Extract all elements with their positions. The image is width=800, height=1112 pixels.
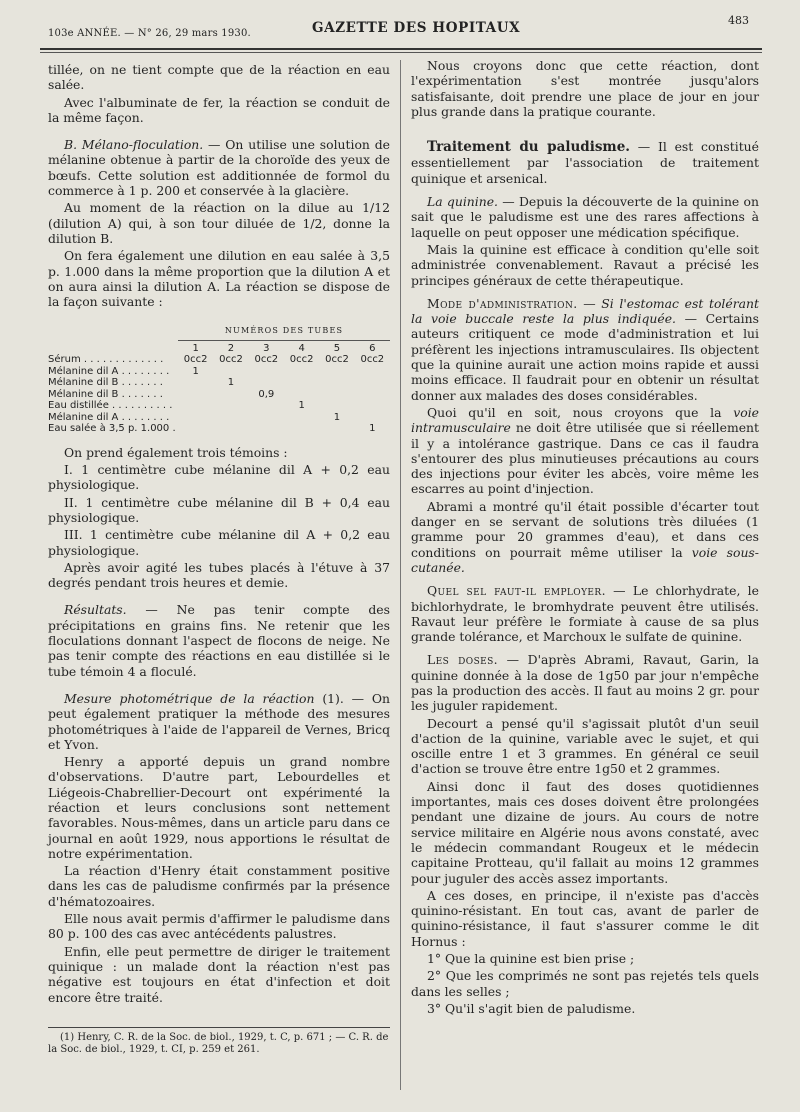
column-separator xyxy=(400,60,401,1090)
section-label: Résultats. xyxy=(64,602,127,618)
paragraph: tillée, on ne tient compte que de la réaction en eau salée. xyxy=(48,62,390,93)
paragraph: A ces doses, en principe, il n'existe pas d'accès quinino-résistant. En tout cas, avant de parler de quinino-résistance, il faut s'assurer comme le dit Hornus : xyxy=(411,887,759,949)
section-label: Quel sel faut-il employer. xyxy=(427,583,606,599)
table-row: Sérum . . . . . . . . . . . . . 0cc2 0cc2 0cc2 0cc2 0cc2 0cc2 xyxy=(48,354,385,366)
issue-info: 103e ANNÉE. — N° 26, 29 mars 1930. xyxy=(48,28,251,39)
footnote: (1) Henry, C. R. de la Soc. de biol., 1929, t. C, p. 671 ; — C. R. de la Soc. de biol., 1929, t. CI, p. 259 et 261. xyxy=(48,1031,389,1055)
paragraph: La quinine. — Depuis la découverte de la quinine on sait que le paludisme est une des rares affections à laquelle on peut opposer une médication spécifique. xyxy=(411,194,759,240)
paragraph: I. 1 centimètre cube mélanine dil A + 0,2 eau physiologique. xyxy=(48,462,390,493)
paragraph: Résultats. — Ne pas tenir compte des précipitations en grains fins. Ne retenir que les floculations donnant l'aspect de flocons de neige. Ne pas tenir compte des réactions en eau distillée si le tube témoin 4 a floculé. xyxy=(48,602,390,679)
footnote-rule xyxy=(48,1027,390,1028)
table-row: Mélanine dil B . . . . . . . 0,9 xyxy=(48,388,275,400)
right-column xyxy=(411,58,759,1018)
section-heading: Traitement du paludisme. xyxy=(427,139,630,156)
tubes-table xyxy=(48,343,390,435)
left-column xyxy=(48,62,390,1056)
section-label: Les doses. xyxy=(427,652,499,668)
table-row: Mélanine dil B . . . . . . . 1 xyxy=(48,377,235,389)
paragraph: Au moment de la réaction on la dilue au 1/12 (dilution A) qui, à son tour diluée de 1/2, donne la dilution B. xyxy=(48,200,390,246)
paragraph: Mais la quinine est efficace à condition qu'elle soit administrée convenablement. Ravaut a précisé les principes généraux de cette thérapeutique. xyxy=(411,241,759,288)
paragraph: Mode d'administration. — Si l'estomac est tolérant la voie buccale reste la plus indiquée. — Certains auteurs critiquent ce mode d'administration et lui préfèrent les injections intramusculaires. Ils objectent que la quinine aurait une action moins rapide et aussi moins efficace. Il faudrait pour en obtenir un résultat donner aux malades des doses considérables. xyxy=(411,295,759,403)
paragraph: Elle nous avait permis d'affirmer le paludisme dans 80 p. 100 des cas avec antécédents palustres. xyxy=(48,911,390,942)
paragraph: Les doses. — D'après Abrami, Ravaut, Garin, la quinine donnée à la dose de 1g50 par jour n'empêche pas la production des accès. Il faut au moins 2 gr. pour les juguler rapidement. xyxy=(411,652,759,714)
list-item: 3° Qu'il s'agit bien de paludisme. xyxy=(427,1000,636,1016)
table-title: NUMÉROS DES TUBES xyxy=(178,323,390,340)
section-label: Mode d'administration. xyxy=(427,295,578,311)
paragraph: Quel sel faut-il employer. — Le chlorhydrate, le bichlorhydrate, le bromhydrate peuvent être utilisés. Ravaut leur préfère le formiate à cause de sa plus grande tolérance, et Marchoux le sulfate de quinine. xyxy=(411,583,759,645)
list-item: 1° Que la quinine est bien prise ; xyxy=(427,951,635,967)
paragraph: Après avoir agité les tubes placés à l'étuve à 37 degrés pendant trois heures et demie. xyxy=(48,559,390,591)
paragraph: Ainsi donc il faut des doses quotidiennes importantes, mais ces doses doivent être prolongées pendant une dizaine de jours. Au cours de notre service militaire en Algérie nous avons constaté, avec le médecin commandant Rougeux et le médecin capitaine Protteau, qu'il fallait au moins 12 grammes pour juguler des accès assez importants. xyxy=(411,778,759,886)
paragraph: Decourt a pensé qu'il s'agissait plutôt d'un seuil d'action de la quinine, variable avec le sujet, et qui oscille entre 1 et 3 grammes. En général ce seuil d'action se trouve être entre 1g50 et 2 grammes. xyxy=(411,715,759,777)
paragraph: Traitement du paludisme. — Il est constitué essentiellement par l'association de traitement quinique et arsenical. xyxy=(411,139,759,186)
paragraph: Nous croyons donc que cette réaction, dont l'expérimentation s'est montrée jusqu'alors satisfaisante, doit prendre une place de jour en jour plus grande dans la pratique courante. xyxy=(411,58,759,119)
paragraph: Avec l'albuminate de fer, la réaction se conduit de la même façon. xyxy=(48,94,390,125)
table-row: Eau salée à 3,5 p. 1.000 . 1 xyxy=(48,423,376,435)
table-header-row: 1 2 3 4 5 6 xyxy=(192,342,376,354)
table-row: Eau distillée . . . . . . . . . . 1 xyxy=(48,400,305,412)
paragraph: Quoi qu'il en soit, nous croyons que la voie intramusculaire ne doit être utilisée que si réellement il y a intolérance gastrique. Dans ce cas il faudra s'entourer des plus minutieuses précautions au cours des injections pour éviter les abcès, voire même les escarres au point d'injection. xyxy=(411,404,759,497)
table-row: Mélanine dil A . . . . . . . . 1 xyxy=(48,411,341,423)
header-rule xyxy=(40,48,762,50)
paragraph: Henry a apporté depuis un grand nombre d'observations. D'autre part, Lebourdelles et Liégeois-Chabrellier-Decourt ont expérimenté la réaction et leurs conclusions sont nettement favorables. Nous-mêmes, dans un article paru dans ce journal en août 1929, nous apportions le résultat de notre expérimentation. xyxy=(48,754,390,861)
list-item: 2° Que les comprimés ne sont pas rejetés tels quels dans les selles ; xyxy=(411,968,759,999)
section-label: La quinine. xyxy=(427,194,498,210)
paragraph: On prend également trois témoins : xyxy=(64,444,288,460)
page-number: 483 xyxy=(728,14,749,27)
paragraph: La réaction d'Henry était constamment positive dans les cas de paludisme confirmés par la présence d'hématozoaires. xyxy=(48,863,390,909)
header-rule-thin xyxy=(40,52,762,53)
paragraph: Abrami a montré qu'il était possible d'écarter tout danger en se servant de solutions très diluées (1 gramme pour 20 grammes d'eau), et dans ces conditions on pourrait même utiliser la voie sous-cutanée. xyxy=(411,498,759,575)
paragraph: III. 1 centimètre cube mélanine dil A + 0,2 eau physiologique. xyxy=(48,527,390,558)
paragraph: B. Mélano-floculation. — On utilise une solution de mélanine obtenue à partir de la choroïde des yeux de bœufs. Cette solution est additionnée de formol du commerce à 1 p. 200 et conservée à la glacière. xyxy=(48,137,391,199)
journal-title: GAZETTE DES HOPITAUX xyxy=(312,20,521,36)
paragraph: On fera également une dilution en eau salée à 3,5 p. 1.000 dans la même proportion que la dilution A et on aura ainsi la dilution A. La réaction se dispose de la façon suivante : xyxy=(48,248,390,310)
paragraph: Mesure photométrique de la réaction (1). — On peut également pratiquer la méthode des mesures photométriques à l'aide de l'appareil de Vernes, Bricq et Yvon. xyxy=(48,690,390,752)
paragraph: II. 1 centimètre cube mélanine dil B + 0,4 eau physiologique. xyxy=(48,494,390,525)
section-label: B. Mélano-floculation. xyxy=(64,137,204,153)
paragraph: Enfin, elle peut permettre de diriger le traitement quinique : un malade dont la réaction n'est pas négative est toujours en état d'infection et doit encore être traité. xyxy=(48,943,390,1005)
table-row: Mélanine dil A . . . . . . . . 1 xyxy=(48,365,199,377)
section-label: Mesure photométrique de la réaction xyxy=(64,690,315,706)
